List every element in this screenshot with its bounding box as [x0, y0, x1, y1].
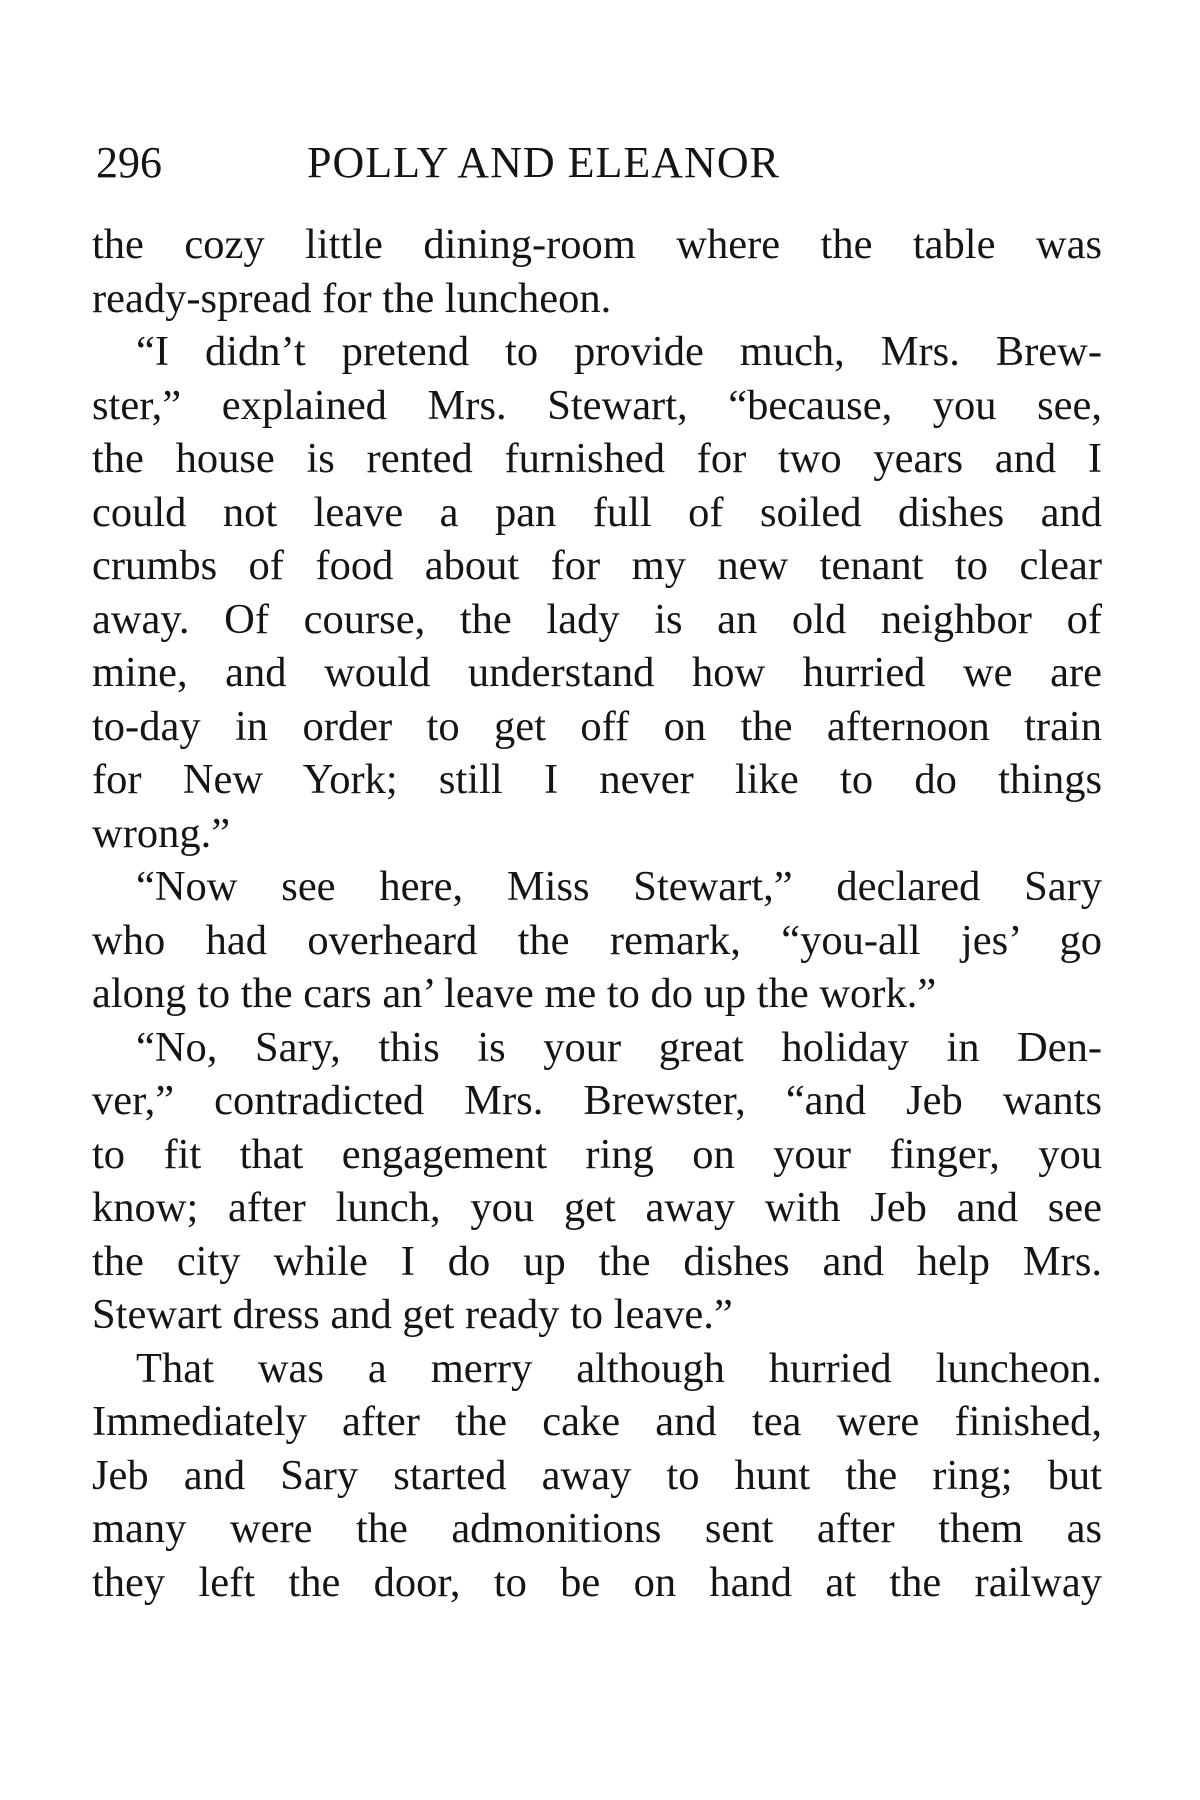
text-line: Stewart dress and get ready to leave.” — [92, 1291, 733, 1338]
text-line: who had overheard the remark, “you-all jes’ go — [92, 916, 1102, 964]
text-line: That was a merry although hurried luncheon. — [136, 1344, 1102, 1392]
page-number: 296 — [96, 138, 162, 187]
text-line: for New York; still I never like to do things — [92, 756, 1102, 803]
text-line: could not leave a pan full of soiled dishes and — [92, 488, 1102, 536]
text-line: to-day in order to get off on the afternoon train — [92, 702, 1102, 750]
text-line: “Now see here, Miss Stewart,” declared Sary — [136, 863, 1102, 910]
text-line: “I didn’t pretend to provide much, Mrs. Brew- — [136, 328, 1102, 375]
text-line: away. Of course, the lady is an old neighbor of — [92, 595, 1102, 643]
body-text — [92, 218, 1102, 1609]
text-line: the cozy little dining-room where the table was — [92, 221, 1102, 268]
text-line: ver,” contradicted Mrs. Brewster, “and Jeb wants — [92, 1077, 1102, 1124]
text-line: Immediately after the cake and tea were finished, — [92, 1398, 1102, 1445]
running-title: POLLY AND ELEANOR — [307, 138, 780, 187]
text-line: to fit that engagement ring on your finger, you — [92, 1130, 1102, 1178]
text-line: many were the admonitions sent after them as — [92, 1505, 1102, 1552]
text-line: mine, and would understand how hurried we are — [92, 649, 1102, 696]
text-line: ster,” explained Mrs. Stewart, “because, you see, — [92, 381, 1102, 429]
text-line: crumbs of food about for my new tenant to clear — [92, 542, 1102, 589]
text-line: know; after lunch, you get away with Jeb and see — [92, 1184, 1102, 1231]
text-line: the city while I do up the dishes and help Mrs. — [92, 1237, 1102, 1285]
text-line: they left the door, to be on hand at the railway — [92, 1558, 1102, 1606]
text-line: the house is rented furnished for two years and I — [92, 435, 1102, 482]
text-line: ready-spread for the luncheon. — [92, 274, 612, 322]
text-line: wrong.” — [92, 809, 231, 857]
running-head — [96, 128, 1096, 198]
text-line: “No, Sary, this is your great holiday in Den- — [136, 1023, 1102, 1071]
text-line: along to the cars an’ leave me to do up the work.” — [92, 970, 937, 1017]
text-line: Jeb and Sary started away to hunt the ring; but — [92, 1451, 1102, 1499]
